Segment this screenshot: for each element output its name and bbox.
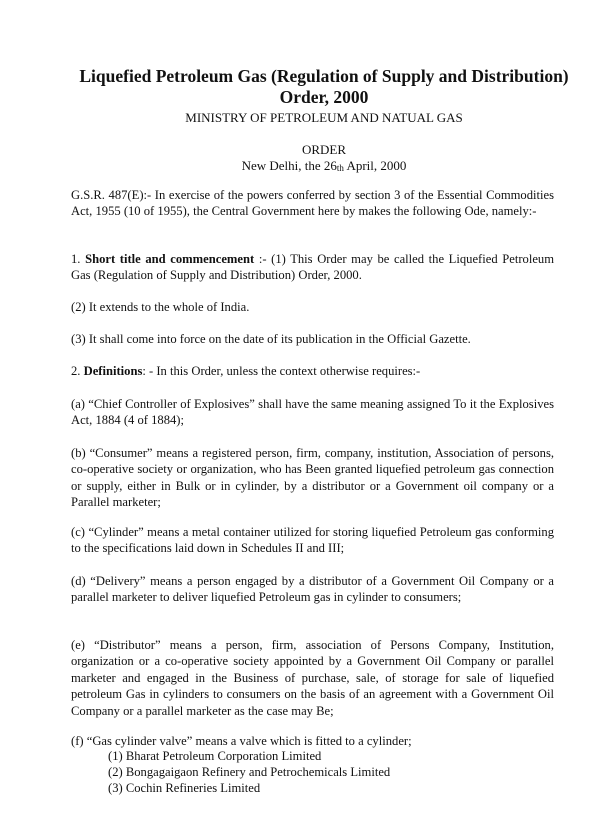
definition-d: (d) “Delivery” means a person engaged by a distributor of a Government Oil Company or a parallel marketer to deliver liquefied Petroleum gas in cylinder to consumers; bbox=[71, 574, 554, 605]
definition-c: (c) “Cylinder” means a metal container utilized for storing liquefied Petroleum gas conforming to the specifications laid down in Schedules II and III; bbox=[71, 525, 554, 556]
preamble: G.S.R. 487(E):- In exercise of the powers conferred by section 3 of the Essential Commodities Act, 1955 (10 of 1955), the Central Government here by makes the following Ode, namely:- bbox=[71, 188, 554, 219]
document-title: Liquefied Petroleum Gas (Regulation of Supply and Distribution) Order, 2000 bbox=[79, 66, 569, 107]
clause-1-heading: Short title and commencement bbox=[85, 252, 255, 266]
list-item: (1) Bharat Petroleum Corporation Limited bbox=[108, 749, 322, 763]
definition-a: (a) “Chief Controller of Explosives” shall have the same meaning assigned To it the Explosives Act, 1884 (4 of 1884); bbox=[71, 397, 554, 428]
definition-f: (f) “Gas cylinder valve” means a valve which is fitted to a cylinder; bbox=[71, 734, 412, 748]
clause-1-2: (2) It extends to the whole of India. bbox=[71, 300, 250, 314]
order-heading: ORDER bbox=[301, 142, 347, 157]
definition-b: (b) “Consumer” means a registered person, firm, company, institution, Association of persons, co-operative society or organization, who has Been granted liquefied petroleum gas connection or supply, either in Bulk or in cylinder, by a distributor or a Government oil company or a Parallel marketer; bbox=[71, 446, 554, 510]
clause-1: 1. Short title and commencement :- (1) This Order may be called the Liquefied Petroleum Gas (Regulation of Supply and Distribution) Order, 2000. bbox=[71, 252, 554, 283]
order-date: New Delhi, the $26_{th}$ April, 2000 bbox=[241, 158, 407, 173]
list-item: (2) Bongagaigaon Refinery and Petrochemicals Limited bbox=[108, 765, 391, 779]
ministry-name: MINISTRY OF PETROLEUM AND NATUAL GAS bbox=[185, 110, 463, 125]
clause-1-3: (3) It shall come into force on the date of its publication in the Official Gazette. bbox=[71, 332, 471, 346]
clause-2: 2. Definitions: - In this Order, unless the context otherwise requires:- bbox=[71, 364, 421, 378]
definition-e: (e) “Distributor” means a person, firm, association of Persons Company, Institution, organization or a co-operative society appointed by a Government Oil Company or parallel marketer and engaged in the Business of purchase, sale, of storage for sale of liquefied petroleum Gas in cylinders to consumers on the basis of an agreement with a Government Oil Company or a parallel marketer as the case may Be; bbox=[71, 638, 554, 718]
list-item: (3) Cochin Refineries Limited bbox=[108, 781, 261, 795]
clause-2-heading: Definitions bbox=[83, 364, 143, 378]
